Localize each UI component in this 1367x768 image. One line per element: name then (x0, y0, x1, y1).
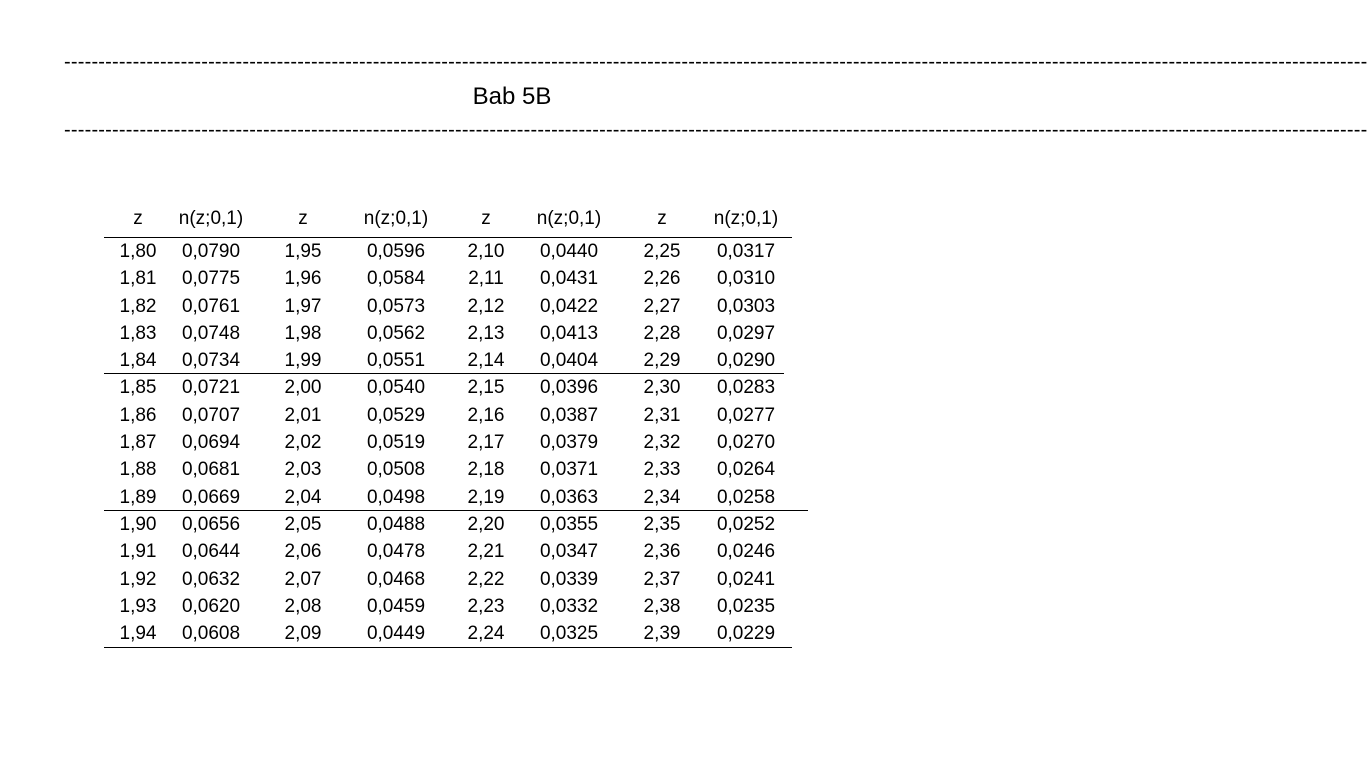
z-value-cell: 1,81 (119, 268, 157, 290)
table-row (104, 238, 808, 265)
z-value-cell: 2,16 (467, 404, 505, 426)
top-dashed-divider: ---------------------------------------------------------------------------------------------------------------------------------------------------------------------------------------------- (64, 51, 1367, 73)
density-value-cell: 0,0246 (716, 541, 776, 563)
table-row (104, 347, 808, 374)
density-value-cell: 0,0363 (539, 486, 599, 508)
density-value-cell: 0,0656 (181, 513, 241, 535)
table-bottom-rule (104, 647, 792, 648)
density-value-cell: 0,0339 (539, 568, 599, 590)
table-row (104, 620, 808, 647)
z-value-cell: 2,05 (284, 513, 322, 535)
z-value-cell: 2,33 (643, 459, 681, 481)
density-value-cell: 0,0270 (716, 432, 776, 454)
z-value-cell: 1,98 (284, 322, 322, 344)
density-value-cell: 0,0775 (181, 268, 241, 290)
density-value-cell: 0,0303 (716, 295, 776, 317)
z-value-cell: 2,27 (643, 295, 681, 317)
density-value-cell: 0,0449 (366, 623, 426, 645)
table-row (104, 484, 808, 511)
z-value-cell: 2,23 (467, 595, 505, 617)
bottom-dashed-divider: ---------------------------------------------------------------------------------------------------------------------------------------------------------------------------------------------- (64, 119, 1367, 141)
density-value-cell: 0,0431 (539, 268, 599, 290)
column-header: n(z;0,1) (536, 208, 602, 229)
column-header: z (481, 208, 491, 229)
z-value-cell: 2,03 (284, 459, 322, 481)
density-value-cell: 0,0498 (366, 486, 426, 508)
z-value-cell: 2,04 (284, 486, 322, 508)
table-row (104, 511, 808, 538)
density-value-cell: 0,0761 (181, 295, 241, 317)
z-value-cell: 2,12 (467, 295, 505, 317)
page-title: Bab 5B (472, 83, 552, 110)
z-value-cell: 2,26 (643, 268, 681, 290)
density-value-cell: 0,0669 (181, 486, 241, 508)
density-value-cell: 0,0562 (366, 322, 426, 344)
density-value-cell: 0,0297 (716, 322, 776, 344)
density-value-cell: 0,0283 (716, 377, 776, 399)
density-value-cell: 0,0459 (366, 595, 426, 617)
density-value-cell: 0,0379 (539, 432, 599, 454)
z-value-cell: 2,07 (284, 568, 322, 590)
z-value-cell: 2,38 (643, 595, 681, 617)
z-value-cell: 2,02 (284, 432, 322, 454)
density-value-cell: 0,0325 (539, 623, 599, 645)
table-row (104, 593, 808, 620)
density-value-cell: 0,0290 (716, 350, 776, 372)
z-value-cell: 1,99 (284, 350, 322, 372)
density-value-cell: 0,0332 (539, 595, 599, 617)
table-header (104, 204, 808, 238)
z-value-cell: 2,01 (284, 404, 322, 426)
table-row (104, 320, 808, 347)
z-value-cell: 2,36 (643, 541, 681, 563)
column-header: n(z;0,1) (713, 208, 779, 229)
z-value-cell: 2,06 (284, 541, 322, 563)
density-value-cell: 0,0748 (181, 322, 241, 344)
density-value-cell: 0,0235 (716, 595, 776, 617)
density-value-cell: 0,0252 (716, 513, 776, 535)
column-header: n(z;0,1) (178, 208, 244, 229)
density-value-cell: 0,0707 (181, 404, 241, 426)
z-value-cell: 2,08 (284, 595, 322, 617)
density-value-cell: 0,0468 (366, 568, 426, 590)
density-value-cell: 0,0644 (181, 541, 241, 563)
table-row (104, 429, 808, 456)
z-value-cell: 1,85 (119, 377, 157, 399)
density-value-cell: 0,0355 (539, 513, 599, 535)
density-value-cell: 0,0310 (716, 268, 776, 290)
z-value-cell: 2,10 (467, 241, 505, 262)
density-value-cell: 0,0551 (366, 350, 426, 372)
density-value-cell: 0,0371 (539, 459, 599, 481)
z-value-cell: 2,20 (467, 513, 505, 535)
z-value-cell: 1,90 (119, 513, 157, 535)
z-value-cell: 2,17 (467, 432, 505, 454)
z-value-cell: 2,18 (467, 459, 505, 481)
density-value-cell: 0,0277 (716, 404, 776, 426)
z-value-cell: 2,29 (643, 350, 681, 372)
z-value-cell: 1,96 (284, 268, 322, 290)
table-body (104, 238, 808, 648)
density-value-cell: 0,0478 (366, 541, 426, 563)
density-value-cell: 0,0508 (366, 459, 426, 481)
table-row (104, 265, 808, 292)
z-value-cell: 2,39 (643, 623, 681, 645)
z-value-cell: 1,87 (119, 432, 157, 454)
z-value-cell: 2,37 (643, 568, 681, 590)
density-value-cell: 0,0258 (716, 486, 776, 508)
z-value-cell: 2,00 (284, 377, 322, 399)
density-value-cell: 0,0573 (366, 295, 426, 317)
table-row (104, 402, 808, 429)
z-value-cell: 1,86 (119, 404, 157, 426)
z-value-cell: 2,32 (643, 432, 681, 454)
density-value-cell: 0,0488 (366, 513, 426, 535)
density-value-cell: 0,0681 (181, 459, 241, 481)
z-value-cell: 1,93 (119, 595, 157, 617)
z-value-cell: 2,14 (467, 350, 505, 372)
z-value-cell: 1,80 (119, 241, 157, 262)
density-value-cell: 0,0404 (539, 350, 599, 372)
table-row (104, 456, 808, 483)
density-value-cell: 0,0790 (181, 241, 241, 262)
z-value-cell: 2,09 (284, 623, 322, 645)
density-value-cell: 0,0620 (181, 595, 241, 617)
column-header: z (657, 208, 667, 229)
column-header: n(z;0,1) (363, 208, 429, 229)
density-value-cell: 0,0422 (539, 295, 599, 317)
z-value-cell: 2,34 (643, 486, 681, 508)
density-value-cell: 0,0540 (366, 377, 426, 399)
z-value-cell: 1,89 (119, 486, 157, 508)
z-value-cell: 2,35 (643, 513, 681, 535)
density-value-cell: 0,0229 (716, 623, 776, 645)
z-value-cell: 2,13 (467, 322, 505, 344)
density-value-cell: 0,0529 (366, 404, 426, 426)
z-value-cell: 2,28 (643, 322, 681, 344)
normal-density-table (104, 204, 808, 648)
column-header: z (133, 208, 143, 229)
z-value-cell: 2,15 (467, 377, 505, 399)
table-row (104, 293, 808, 320)
density-value-cell: 0,0519 (366, 432, 426, 454)
density-value-cell: 0,0317 (716, 241, 776, 262)
table-row (104, 374, 808, 401)
density-value-cell: 0,0584 (366, 268, 426, 290)
z-value-cell: 1,92 (119, 568, 157, 590)
density-value-cell: 0,0387 (539, 404, 599, 426)
z-value-cell: 1,97 (284, 295, 322, 317)
z-value-cell: 2,25 (643, 241, 681, 262)
density-value-cell: 0,0721 (181, 377, 241, 399)
z-value-cell: 1,83 (119, 322, 157, 344)
z-value-cell: 2,11 (468, 268, 504, 290)
density-value-cell: 0,0396 (539, 377, 599, 399)
density-value-cell: 0,0608 (181, 623, 241, 645)
z-value-cell: 1,94 (119, 623, 157, 645)
density-value-cell: 0,0347 (539, 541, 599, 563)
density-value-cell: 0,0241 (716, 568, 776, 590)
density-value-cell: 0,0596 (366, 241, 426, 262)
density-value-cell: 0,0413 (539, 322, 599, 344)
z-value-cell: 2,21 (467, 541, 505, 563)
density-value-cell: 0,0440 (539, 241, 599, 262)
z-value-cell: 2,22 (467, 568, 505, 590)
z-value-cell: 1,82 (119, 295, 157, 317)
density-value-cell: 0,0734 (181, 350, 241, 372)
z-value-cell: 2,24 (467, 623, 505, 645)
z-value-cell: 1,84 (119, 350, 157, 372)
density-value-cell: 0,0694 (181, 432, 241, 454)
table-row (104, 538, 808, 565)
density-value-cell: 0,0632 (181, 568, 241, 590)
z-value-cell: 1,88 (119, 459, 157, 481)
z-value-cell: 2,30 (643, 377, 681, 399)
table-row (104, 566, 808, 593)
z-value-cell: 2,19 (467, 486, 505, 508)
column-header: z (298, 208, 308, 229)
z-value-cell: 1,95 (284, 241, 322, 262)
z-value-cell: 2,31 (643, 404, 681, 426)
density-value-cell: 0,0264 (716, 459, 776, 481)
z-value-cell: 1,91 (119, 541, 157, 563)
